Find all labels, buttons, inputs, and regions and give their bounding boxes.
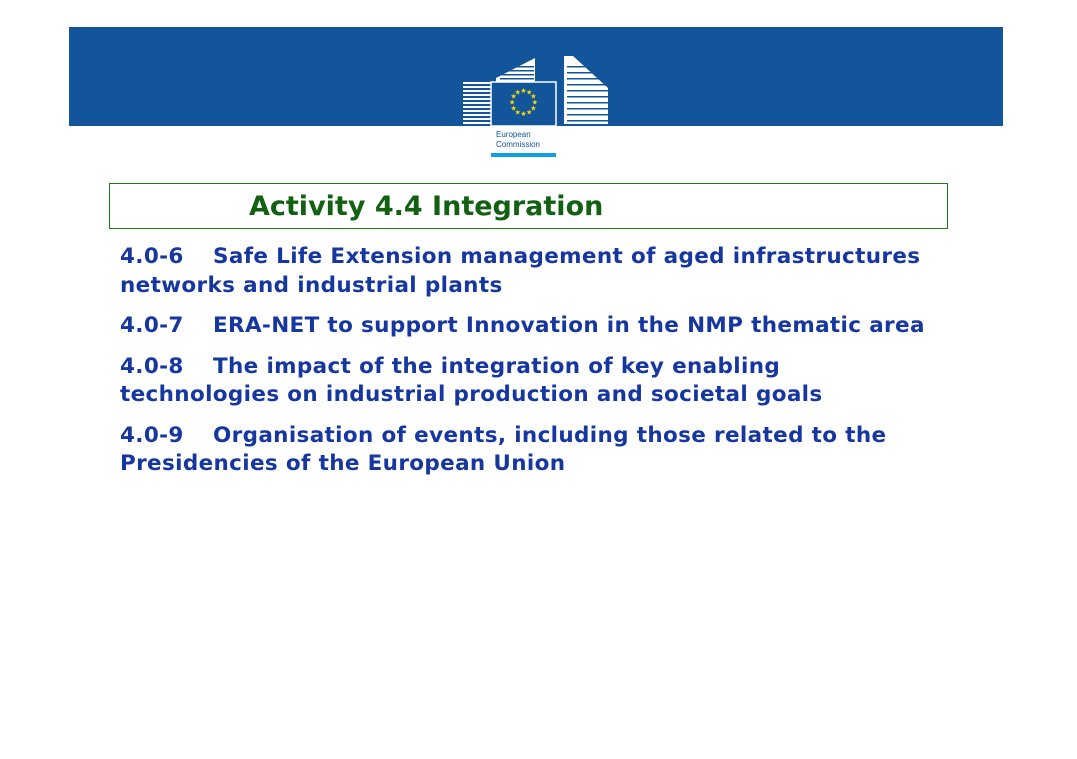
logo-line-2: Commission — [496, 140, 541, 149]
item-code: 4.0-9 — [120, 422, 184, 448]
item-text: The impact of the integration of key enabling technologies on industrial production and societal goals — [120, 353, 823, 407]
logo-line-1: European — [496, 130, 531, 139]
svg-text:★: ★ — [526, 108, 533, 117]
svg-text:★: ★ — [510, 92, 517, 101]
page-title: Activity 4.4 Integration — [249, 191, 604, 222]
item-list — [120, 243, 940, 491]
list-item — [120, 312, 940, 341]
list-item — [120, 422, 940, 479]
svg-text:★: ★ — [508, 98, 516, 107]
item-code: 4.0-7 — [120, 313, 184, 338]
svg-text:★: ★ — [531, 98, 539, 107]
svg-text:★: ★ — [530, 92, 537, 101]
european-commission-logo — [460, 52, 612, 160]
logo-text — [496, 130, 540, 150]
svg-text:★: ★ — [530, 104, 537, 113]
list-item — [120, 243, 940, 300]
svg-text:★: ★ — [520, 87, 527, 95]
svg-text:★: ★ — [520, 110, 527, 118]
svg-text:★: ★ — [526, 88, 533, 97]
svg-text:★: ★ — [514, 108, 521, 117]
svg-text:★: ★ — [510, 104, 517, 113]
item-text: Safe Life Extension management of aged infrastructures networks and industrial plants — [120, 244, 921, 298]
item-code: 4.0-6 — [120, 244, 184, 269]
logo-underline — [491, 153, 556, 157]
list-item — [120, 353, 940, 410]
item-text: ERA-NET to support Innovation in the NMP thematic area — [213, 313, 925, 338]
item-code: 4.0-8 — [120, 353, 184, 379]
svg-text:★: ★ — [514, 88, 521, 97]
title-box — [109, 183, 948, 229]
item-text: Organisation of events, including those related to the Presidencies of the European Union — [120, 422, 887, 476]
